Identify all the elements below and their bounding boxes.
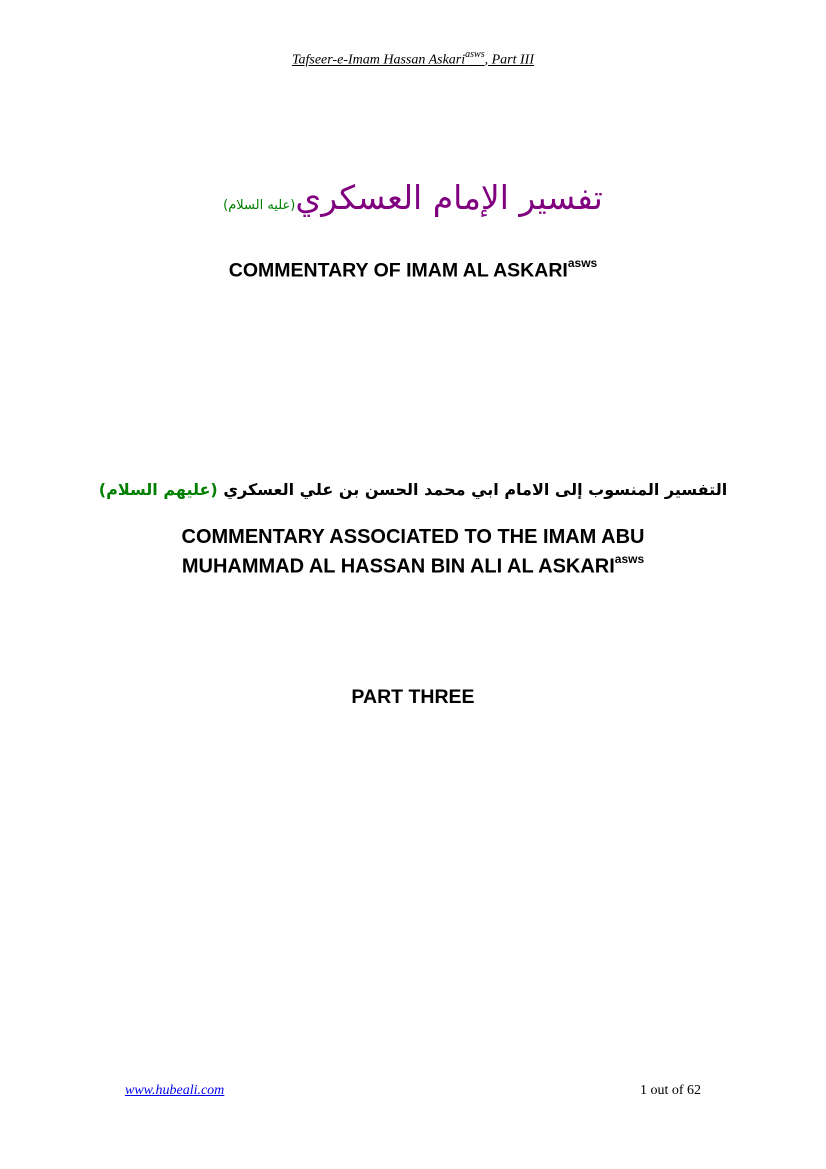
- arabic-subtitle-text: التفسير المنسوب إلى الامام ابي محمد الحسن بن علي العسكري: [223, 480, 728, 499]
- english-subtitle-line-1: COMMENTARY ASSOCIATED TO THE IMAM ABU: [181, 526, 645, 548]
- arabic-subtitle-honorific: (عليهم السلام): [98, 480, 218, 499]
- arabic-title-honorific: (عليه السلام): [223, 198, 296, 213]
- english-subtitle-line-2: MUHAMMAD AL HASSAN BIN ALI AL ASKARI: [181, 555, 615, 578]
- english-title-sup: asws: [567, 256, 598, 270]
- part-title: PART THREE: [351, 686, 475, 708]
- running-header-sup: asws: [465, 49, 485, 60]
- arabic-subtitle: [0, 480, 826, 499]
- english-subtitle-sup: asws: [614, 552, 645, 566]
- arabic-title: [0, 178, 826, 217]
- running-header: [0, 50, 826, 69]
- english-subtitle-line-2-wrap: [0, 549, 826, 579]
- english-title-text: COMMENTARY OF IMAM AL ASKARI: [228, 259, 568, 282]
- running-header-title: Tafseer-e-Imam Hassan Askari: [291, 52, 466, 68]
- arabic-title-text: تفسير الإمام العسكري: [295, 178, 603, 217]
- english-title: [0, 258, 826, 283]
- page-indicator: 1 out of 62: [639, 1083, 701, 1098]
- english-subtitle: [0, 525, 826, 579]
- running-header-suffix: , Part III: [484, 52, 534, 68]
- footer-website-link[interactable]: www.hubeali.com: [125, 1083, 225, 1098]
